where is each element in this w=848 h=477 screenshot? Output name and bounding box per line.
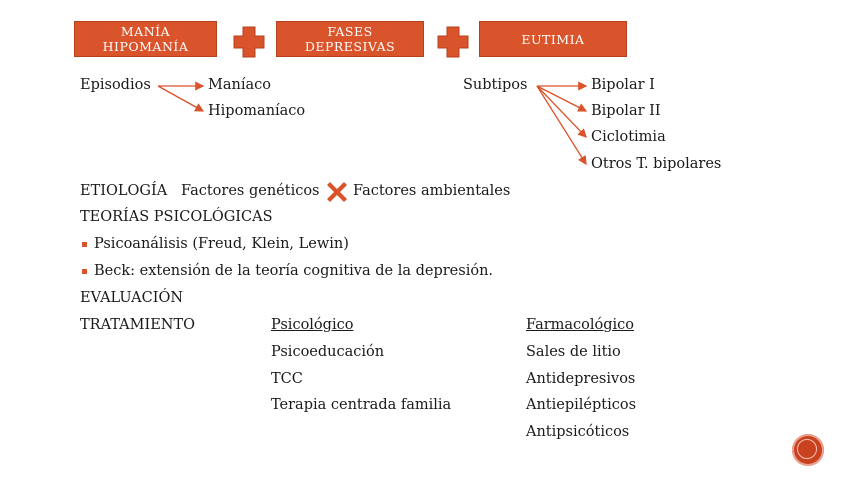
psico-item: Psicoeducación (271, 344, 385, 360)
bullet-icon (82, 242, 87, 247)
header-box-eutimia-label: EUTIMIA (521, 31, 585, 47)
etiologia-ambientales: Factores ambientales (353, 183, 511, 199)
farma-item: Antipsicóticos (526, 424, 630, 440)
etiologia-label: ETIOLOGÍA (80, 183, 168, 199)
tratamiento-label: TRATAMIENTO (80, 317, 196, 333)
arrow-subtipos-ciclotimia (537, 86, 586, 137)
teoria-beck: Beck: extensión de la teoría cognitiva de la depresión. (94, 263, 494, 279)
episodio-maniaco: Maníaco (208, 77, 271, 93)
subtipo-bipolar-1: Bipolar I (591, 77, 655, 93)
arrow-episodios-hipomaniaco (158, 86, 203, 111)
psico-item: Terapia centrada familia (271, 397, 452, 413)
subtipo-bipolar-2: Bipolar II (591, 103, 661, 119)
episodio-hipomaniaco: Hipomaníaco (208, 103, 306, 119)
cross-icon (325, 180, 349, 204)
teorias-label: TEORÍAS PSICOLÓGICAS (80, 209, 273, 225)
header-box-mania-label: MANÍA HIPOMANÍA (102, 24, 189, 54)
psicologico-header: Psicológico (271, 317, 354, 333)
farmacologico-header: Farmacológico (526, 317, 635, 333)
episodios-label: Episodios (80, 77, 151, 93)
bullet-icon (82, 269, 87, 274)
subtipo-otros: Otros T. bipolares (591, 156, 722, 172)
subtipos-label: Subtipos (463, 77, 528, 93)
evaluacion-label: EVALUACIÓN (80, 290, 184, 306)
farma-item: Antiepilépticos (526, 397, 637, 413)
teoria-psicoanalisis: Psicoanálisis (Freud, Klein, Lewin) (94, 236, 349, 252)
header-box-depresivas-label: FASES DEPRESIVAS (304, 24, 396, 54)
arrow-subtipos-otros (537, 86, 586, 164)
slide-nav-button[interactable] (792, 434, 824, 466)
farma-item: Sales de litio (526, 344, 621, 360)
psico-item: TCC (271, 371, 303, 387)
farma-item: Antidepresivos (526, 371, 636, 387)
subtipo-ciclotimia: Ciclotimia (591, 129, 666, 145)
etiologia-geneticos: Factores genéticos (181, 183, 320, 199)
